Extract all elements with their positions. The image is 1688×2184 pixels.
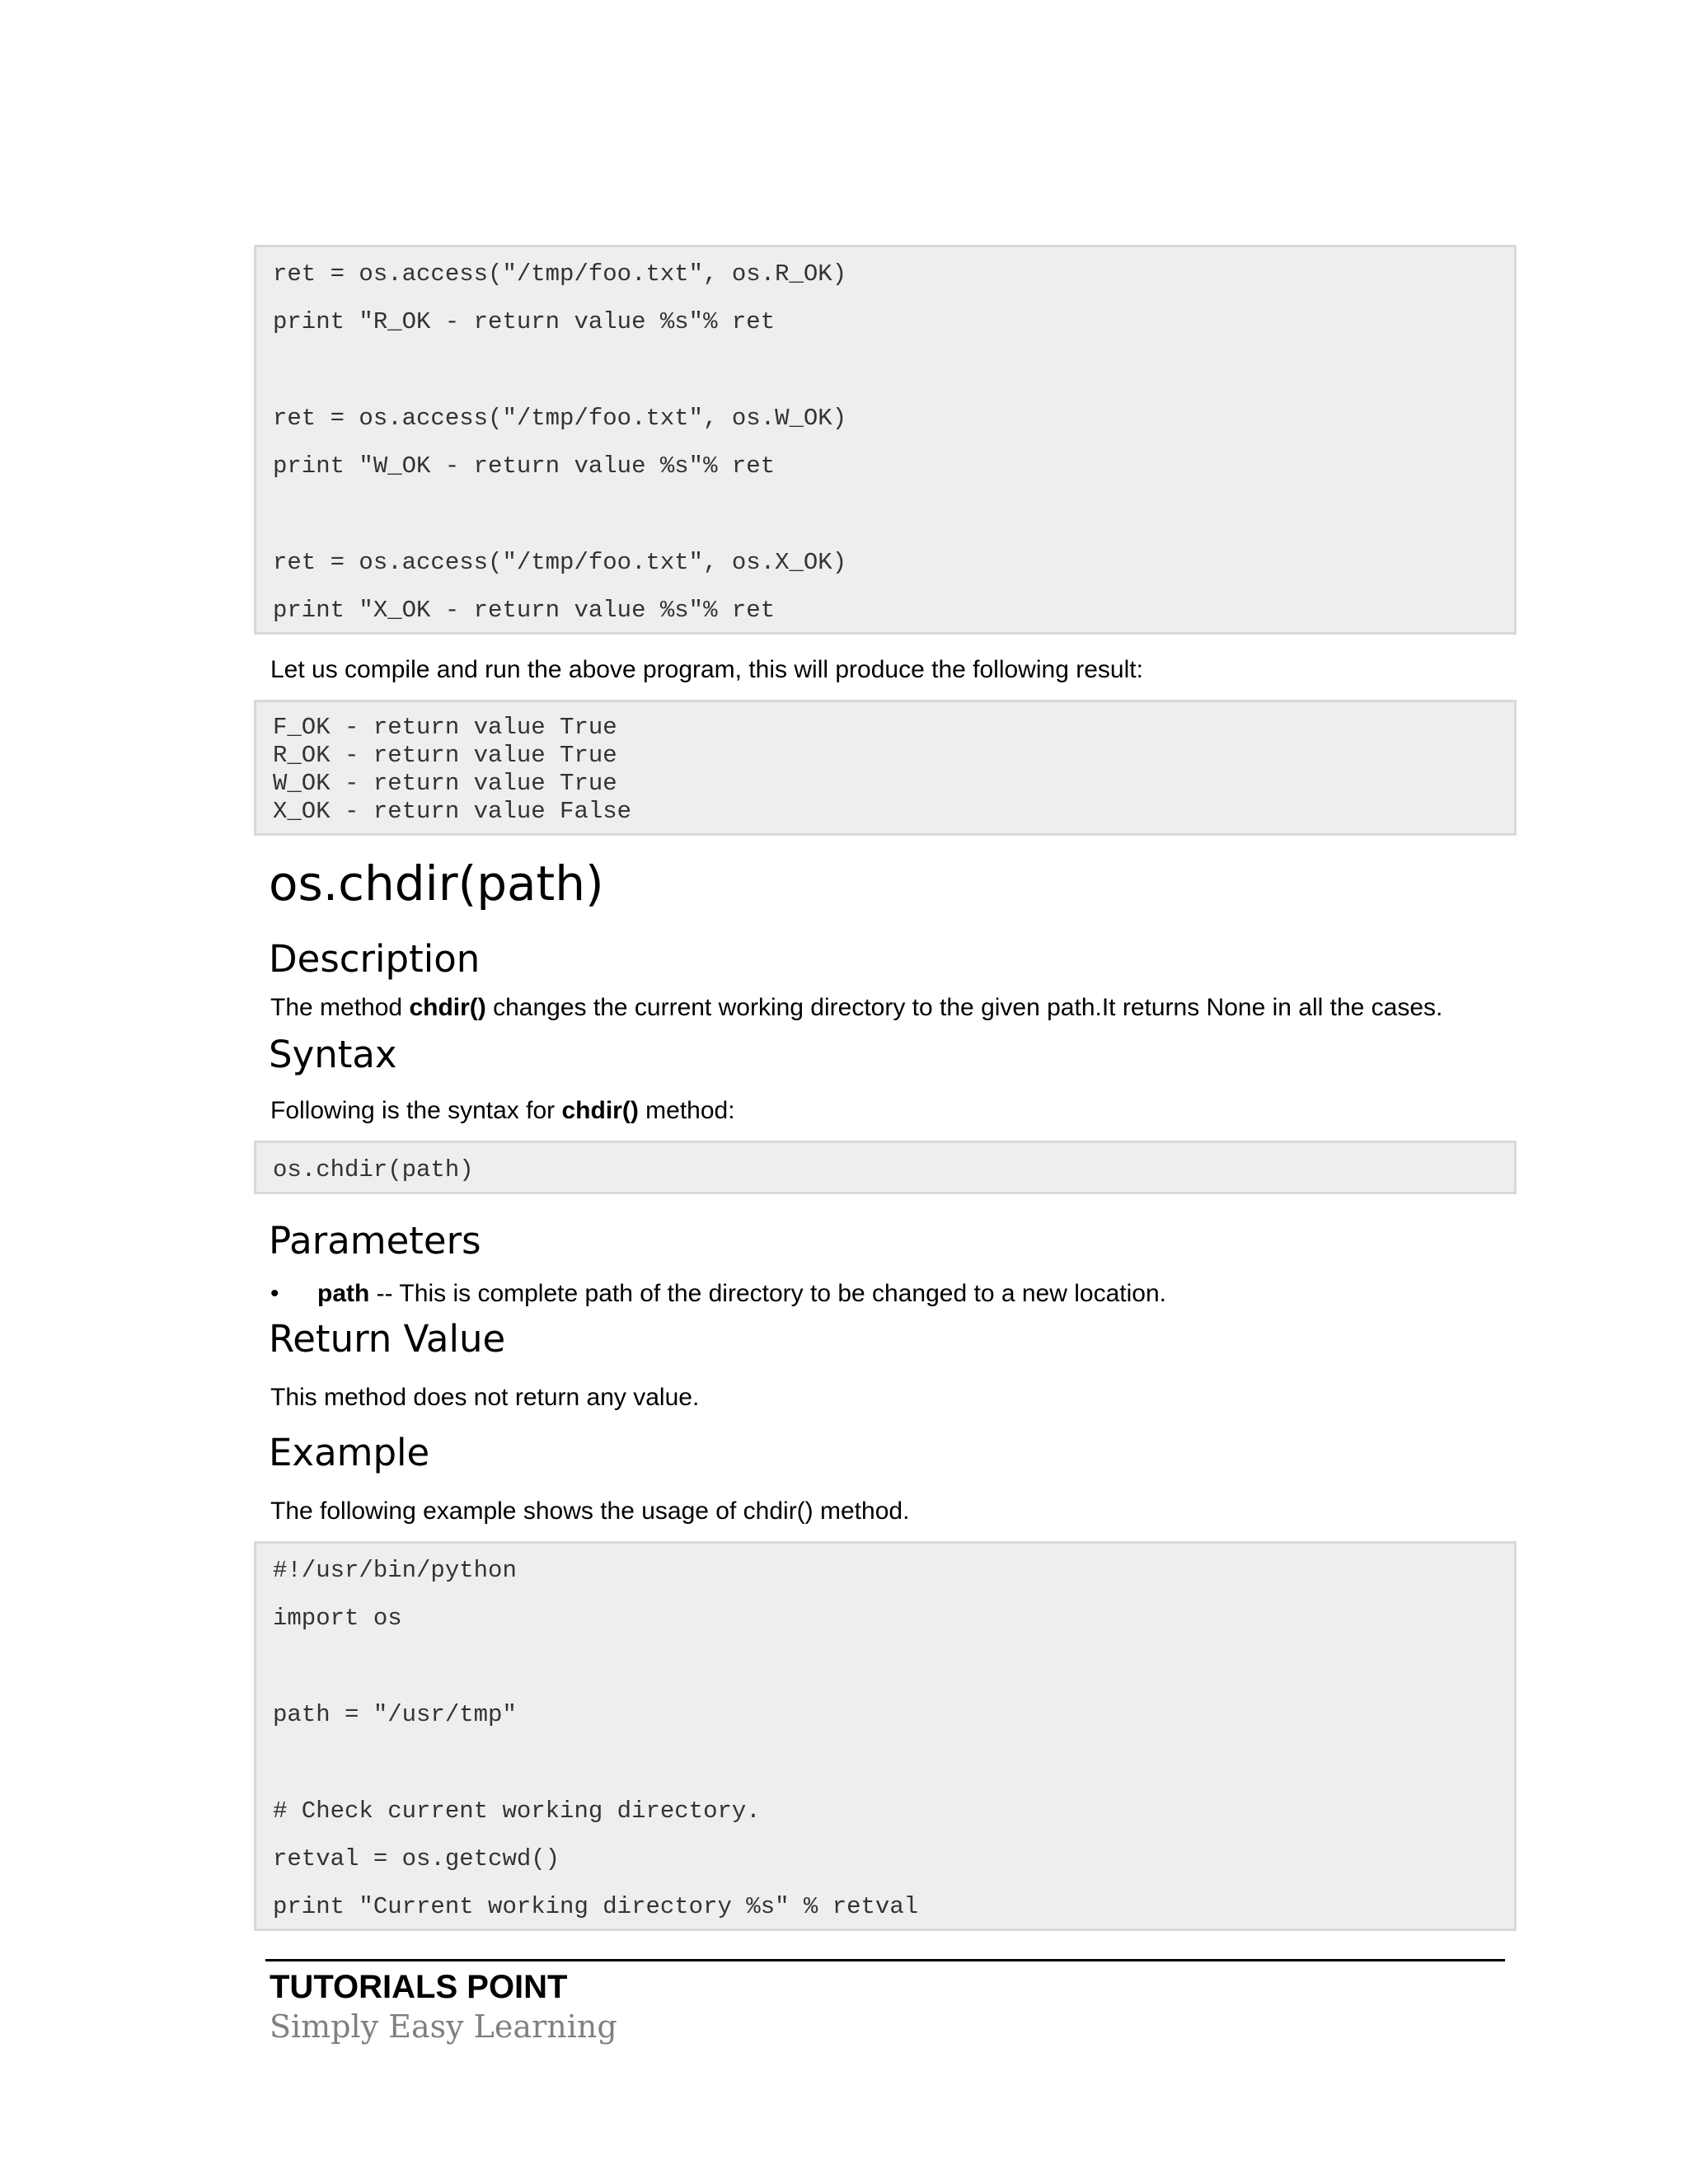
footer-tagline: Simply Easy Learning bbox=[270, 2008, 617, 2045]
parameter-bullet: • bbox=[270, 1280, 279, 1307]
description-heading: Description bbox=[269, 937, 481, 981]
code-line: ret = os.access("/tmp/foo.txt", os.X_OK) bbox=[273, 549, 847, 576]
example-heading: Example bbox=[269, 1431, 430, 1474]
method-title: os.chdir(path) bbox=[269, 855, 604, 912]
result-intro: Let us compile and run the above program, this will produce the following result: bbox=[270, 656, 1143, 683]
code-line: print "R_OK - return value %s"% ret bbox=[273, 308, 776, 335]
parameter-item: path -- This is complete path of the directory to be changed to a new location. bbox=[317, 1280, 1166, 1307]
code-line: ret = os.access("/tmp/foo.txt", os.W_OK) bbox=[273, 405, 847, 432]
example-code-block bbox=[254, 1541, 1517, 1931]
syntax-heading: Syntax bbox=[269, 1033, 397, 1076]
code-line: os.chdir(path) bbox=[273, 1156, 474, 1183]
code-line: print "X_OK - return value %s"% ret bbox=[273, 597, 776, 624]
output-block bbox=[254, 700, 1517, 836]
method-name: chdir() bbox=[561, 1097, 639, 1124]
code-block bbox=[254, 245, 1517, 635]
code-line: ret = os.access("/tmp/foo.txt", os.R_OK) bbox=[273, 260, 847, 288]
return-value-text: This method does not return any value. bbox=[270, 1384, 700, 1411]
syntax-text: Following is the syntax for chdir() method: bbox=[270, 1097, 735, 1124]
code-line: #!/usr/bin/python bbox=[273, 1557, 517, 1584]
description-text: The method chdir() changes the current working directory to the given path.It returns None in all the cases. bbox=[270, 994, 1443, 1021]
code-line: import os bbox=[273, 1605, 402, 1632]
parameter-name: path bbox=[317, 1280, 370, 1307]
code-line: print "Current working directory %s" % retval bbox=[273, 1893, 919, 1920]
example-text: The following example shows the usage of chdir() method. bbox=[270, 1497, 910, 1525]
code-line: print "W_OK - return value %s"% ret bbox=[273, 452, 776, 480]
method-name: chdir() bbox=[409, 994, 486, 1021]
output-text: F_OK - return value True R_OK - return value True W_OK - return value True X_OK - return value False bbox=[273, 714, 632, 825]
footer-divider bbox=[265, 1959, 1505, 1961]
return-value-heading: Return Value bbox=[269, 1317, 506, 1361]
parameters-heading: Parameters bbox=[269, 1219, 481, 1263]
syntax-code-block bbox=[254, 1141, 1517, 1194]
code-line: retval = os.getcwd() bbox=[273, 1845, 560, 1872]
footer-brand: TUTORIALS POINT bbox=[270, 1969, 568, 2005]
code-line: path = "/usr/tmp" bbox=[273, 1701, 517, 1728]
code-line: # Check current working directory. bbox=[273, 1797, 761, 1825]
